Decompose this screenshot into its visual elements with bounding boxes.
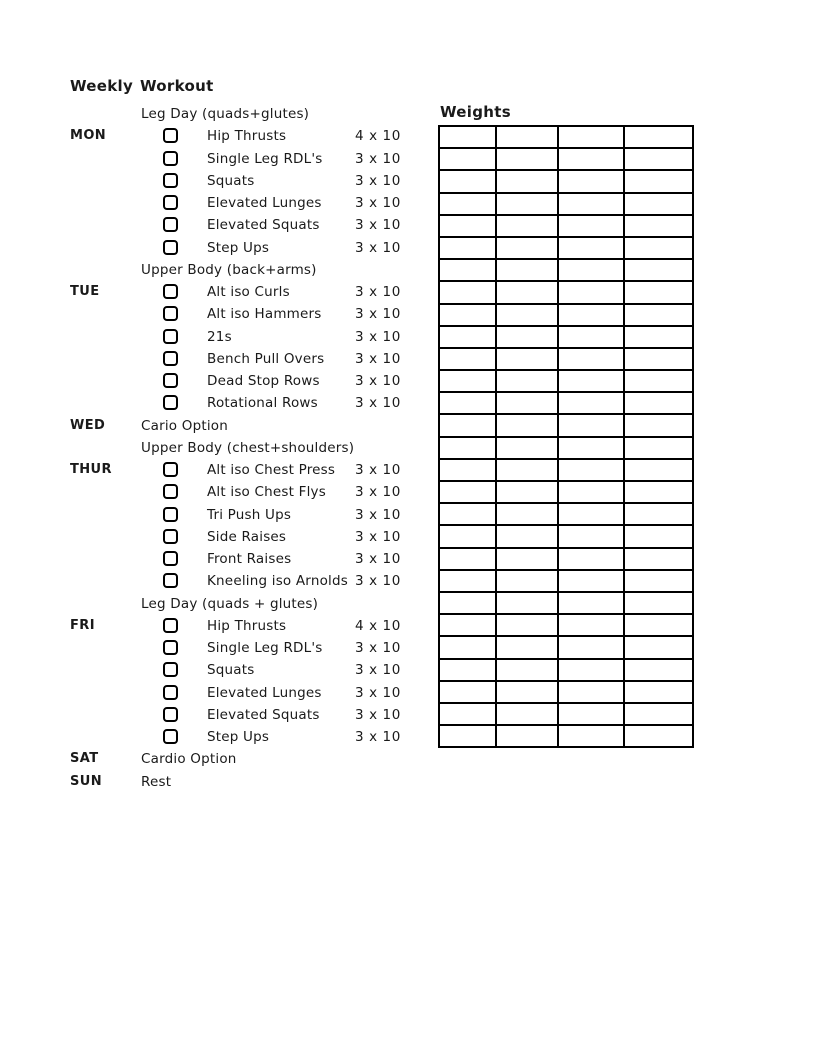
exercise-sets: 3 x 10	[355, 640, 401, 656]
weights-cell[interactable]	[558, 548, 624, 570]
weights-cell[interactable]	[558, 170, 624, 192]
weights-cell[interactable]	[496, 503, 558, 525]
weights-cell[interactable]	[558, 636, 624, 658]
day-note-row	[0, 748, 430, 770]
exercise-checkbox[interactable]	[163, 195, 178, 210]
weights-cell[interactable]	[496, 237, 558, 259]
weights-cell[interactable]	[558, 503, 624, 525]
page-title-word-workout: Workout	[140, 77, 214, 95]
exercise-row	[0, 125, 430, 147]
weights-row	[439, 703, 693, 725]
weights-row	[439, 570, 693, 592]
page-title	[0, 77, 400, 97]
weights-cell[interactable]	[496, 725, 558, 747]
exercise-row	[0, 682, 430, 704]
exercise-sets: 3 x 10	[355, 306, 401, 323]
page-title-word-weekly: Weekly	[70, 77, 134, 95]
exercise-checkbox[interactable]	[163, 551, 178, 566]
weights-cell[interactable]	[496, 259, 558, 281]
weights-cell[interactable]	[439, 414, 496, 436]
day-note-label: Cardio Option	[141, 751, 237, 768]
weights-cell[interactable]	[496, 170, 558, 192]
section-header-label: Leg Day (quads + glutes)	[141, 595, 319, 612]
exercise-row	[0, 170, 430, 192]
weights-row	[439, 636, 693, 658]
exercise-row	[0, 704, 430, 726]
weights-cell[interactable]	[439, 326, 496, 348]
exercise-row	[0, 303, 430, 325]
exercise-row	[0, 237, 430, 259]
weights-grid	[438, 125, 694, 748]
weights-row	[439, 348, 693, 370]
exercise-name: Hip Thrusts	[207, 617, 287, 634]
weights-cell[interactable]	[439, 636, 496, 658]
weights-cell[interactable]	[496, 570, 558, 592]
weights-cell[interactable]	[439, 281, 496, 303]
weights-row	[439, 237, 693, 259]
weights-cell[interactable]	[496, 703, 558, 725]
weights-cell[interactable]	[496, 548, 558, 570]
weights-cell[interactable]	[439, 259, 496, 281]
exercise-checkbox[interactable]	[163, 707, 178, 722]
weights-row	[439, 326, 693, 348]
weights-cell[interactable]	[558, 215, 624, 237]
workout-checklist	[0, 103, 430, 793]
exercise-checkbox[interactable]	[163, 640, 178, 655]
weights-cell[interactable]	[624, 193, 693, 215]
exercise-sets: 3 x 10	[355, 217, 401, 234]
weights-cell[interactable]	[558, 326, 624, 348]
exercise-checkbox[interactable]	[163, 240, 178, 255]
exercise-row	[0, 370, 430, 392]
exercise-checkbox[interactable]	[163, 284, 178, 299]
exercise-checkbox[interactable]	[163, 462, 178, 477]
weights-cell[interactable]	[496, 592, 558, 614]
day-label: FRI	[70, 617, 95, 633]
weights-cell[interactable]	[558, 592, 624, 614]
exercise-row	[0, 148, 430, 170]
exercise-row	[0, 348, 430, 370]
weights-cell[interactable]	[624, 459, 693, 481]
weights-cell[interactable]	[624, 326, 693, 348]
weights-cell[interactable]	[624, 126, 693, 148]
exercise-checkbox[interactable]	[163, 151, 178, 166]
exercise-checkbox[interactable]	[163, 128, 178, 143]
day-note-label: Rest	[141, 773, 172, 790]
exercise-row	[0, 504, 430, 526]
weights-cell[interactable]	[496, 392, 558, 414]
weights-row	[439, 592, 693, 614]
weights-cell[interactable]	[624, 725, 693, 747]
exercise-row	[0, 659, 430, 681]
weights-cell[interactable]	[624, 392, 693, 414]
weights-row	[439, 459, 693, 481]
weights-cell[interactable]	[624, 259, 693, 281]
weights-cell[interactable]	[558, 259, 624, 281]
weights-row	[439, 370, 693, 392]
weights-cell[interactable]	[496, 126, 558, 148]
exercise-row	[0, 214, 430, 236]
weights-row	[439, 437, 693, 459]
weights-cell[interactable]	[558, 525, 624, 547]
exercise-sets: 3 x 10	[355, 462, 401, 478]
day-note-row	[0, 415, 430, 437]
exercise-row	[0, 326, 430, 348]
exercise-name: Squats	[207, 662, 255, 679]
exercise-row	[0, 459, 430, 481]
exercise-name: Elevated Squats	[207, 217, 320, 234]
exercise-checkbox[interactable]	[163, 662, 178, 677]
weights-cell[interactable]	[439, 614, 496, 636]
exercise-row	[0, 526, 430, 548]
exercise-sets: 3 x 10	[355, 373, 401, 389]
weights-cell[interactable]	[439, 570, 496, 592]
weights-row	[439, 481, 693, 503]
weights-cell[interactable]	[558, 348, 624, 370]
weights-cell[interactable]	[496, 304, 558, 326]
exercise-sets: 3 x 10	[355, 662, 401, 679]
weights-cell[interactable]	[624, 304, 693, 326]
exercise-sets: 4 x 10	[355, 617, 401, 634]
exercise-checkbox[interactable]	[163, 217, 178, 232]
exercise-name: Step Ups	[207, 729, 270, 745]
weights-cell[interactable]	[624, 659, 693, 681]
weights-cell[interactable]	[439, 548, 496, 570]
exercise-sets: 3 x 10	[355, 239, 401, 256]
weights-cell[interactable]	[439, 126, 496, 148]
weights-cell[interactable]	[496, 459, 558, 481]
weights-row	[439, 126, 693, 148]
exercise-row	[0, 392, 430, 414]
weights-cell[interactable]	[439, 725, 496, 747]
weights-cell[interactable]	[558, 392, 624, 414]
day-note-label: Cario Option	[141, 417, 229, 434]
day-label: WED	[70, 417, 106, 433]
exercise-name: Tri Push Ups	[207, 506, 292, 523]
weights-cell[interactable]	[558, 459, 624, 481]
day-label: MON	[70, 128, 107, 144]
exercise-row	[0, 637, 430, 659]
exercise-checkbox[interactable]	[163, 529, 178, 544]
weights-cell[interactable]	[624, 437, 693, 459]
exercise-name: Front Raises	[207, 551, 292, 567]
exercise-name: 21s	[207, 328, 232, 345]
exercise-name: Elevated Squats	[207, 706, 320, 723]
exercise-row	[0, 570, 430, 592]
exercise-checkbox[interactable]	[163, 685, 178, 700]
day-label: TUE	[70, 284, 100, 299]
weights-cell[interactable]	[496, 614, 558, 636]
weights-row	[439, 659, 693, 681]
exercise-name: Alt iso Chest Flys	[207, 484, 326, 501]
weights-cell[interactable]	[558, 614, 624, 636]
weights-cell[interactable]	[624, 370, 693, 392]
exercise-checkbox[interactable]	[163, 173, 178, 188]
exercise-row	[0, 548, 430, 570]
section-header-label: Leg Day (quads+glutes)	[141, 106, 310, 122]
exercise-name: Step Ups	[207, 239, 270, 256]
exercise-name: Kneeling iso Arnolds	[207, 573, 348, 590]
weights-cell[interactable]	[624, 592, 693, 614]
exercise-row	[0, 481, 430, 503]
exercise-checkbox[interactable]	[163, 729, 178, 744]
weights-cell[interactable]	[439, 681, 496, 703]
weights-cell[interactable]	[624, 414, 693, 436]
weights-cell[interactable]	[439, 459, 496, 481]
day-label: SAT	[70, 751, 99, 767]
weights-row	[439, 614, 693, 636]
weights-cell[interactable]	[439, 659, 496, 681]
exercise-name: Alt iso Hammers	[207, 306, 322, 323]
exercise-checkbox[interactable]	[163, 351, 178, 366]
weights-row	[439, 215, 693, 237]
weights-cell[interactable]	[624, 215, 693, 237]
weights-cell[interactable]	[496, 636, 558, 658]
day-label: THUR	[70, 462, 112, 477]
weights-title: Weights	[440, 103, 511, 121]
section-header-row	[0, 103, 430, 125]
weights-cell[interactable]	[439, 437, 496, 459]
exercise-name: Single Leg RDL's	[207, 640, 323, 656]
weights-cell[interactable]	[624, 170, 693, 192]
exercise-name: Elevated Lunges	[207, 195, 322, 211]
exercise-row	[0, 615, 430, 637]
weights-row	[439, 304, 693, 326]
exercise-checkbox[interactable]	[163, 395, 178, 410]
weights-cell[interactable]	[558, 481, 624, 503]
weights-cell[interactable]	[439, 193, 496, 215]
weights-cell[interactable]	[496, 414, 558, 436]
section-header-label: Upper Body (back+arms)	[141, 261, 317, 278]
exercise-checkbox[interactable]	[163, 484, 178, 499]
weights-cell[interactable]	[624, 237, 693, 259]
weights-cell[interactable]	[558, 193, 624, 215]
exercise-sets: 3 x 10	[355, 706, 401, 723]
weights-cell[interactable]	[439, 348, 496, 370]
weights-cell[interactable]	[439, 370, 496, 392]
weights-row	[439, 259, 693, 281]
weights-cell[interactable]	[496, 370, 558, 392]
exercise-name: Alt iso Chest Press	[207, 462, 336, 478]
weights-row	[439, 525, 693, 547]
weights-cell[interactable]	[558, 659, 624, 681]
weights-cell[interactable]	[439, 237, 496, 259]
exercise-checkbox[interactable]	[163, 618, 178, 633]
weights-cell[interactable]	[496, 148, 558, 170]
exercise-row	[0, 281, 430, 303]
weights-row	[439, 281, 693, 303]
weights-cell[interactable]	[624, 503, 693, 525]
weights-cell[interactable]	[558, 148, 624, 170]
exercise-sets: 3 x 10	[355, 729, 401, 745]
weights-cell[interactable]	[624, 548, 693, 570]
weights-cell[interactable]	[558, 370, 624, 392]
exercise-name: Bench Pull Overs	[207, 350, 325, 367]
exercise-sets: 3 x 10	[355, 150, 401, 167]
weights-cell[interactable]	[624, 681, 693, 703]
weights-cell[interactable]	[558, 237, 624, 259]
exercise-name: Elevated Lunges	[207, 684, 322, 701]
weights-cell[interactable]	[558, 281, 624, 303]
weights-row	[439, 414, 693, 436]
exercise-name: Hip Thrusts	[207, 128, 287, 145]
weights-cell[interactable]	[439, 215, 496, 237]
exercise-sets: 3 x 10	[355, 328, 401, 345]
weights-cell[interactable]	[496, 348, 558, 370]
weights-cell[interactable]	[624, 636, 693, 658]
weights-cell[interactable]	[439, 148, 496, 170]
section-header-label: Upper Body (chest+shoulders)	[141, 439, 355, 456]
weights-cell[interactable]	[439, 592, 496, 614]
weights-row	[439, 148, 693, 170]
exercise-sets: 3 x 10	[355, 350, 401, 367]
weights-cell[interactable]	[496, 481, 558, 503]
weights-cell[interactable]	[496, 281, 558, 303]
weights-row	[439, 503, 693, 525]
section-header-row	[0, 437, 430, 459]
weights-cell[interactable]	[558, 414, 624, 436]
weights-row	[439, 681, 693, 703]
weights-cell[interactable]	[558, 304, 624, 326]
exercise-checkbox[interactable]	[163, 507, 178, 522]
weights-row	[439, 548, 693, 570]
exercise-sets: 3 x 10	[355, 528, 401, 545]
weights-cell[interactable]	[496, 659, 558, 681]
weights-cell[interactable]	[496, 326, 558, 348]
weights-cell[interactable]	[624, 481, 693, 503]
exercise-sets: 3 x 10	[355, 573, 401, 590]
weights-cell[interactable]	[558, 437, 624, 459]
exercise-name: Alt iso Curls	[207, 284, 290, 300]
weights-row	[439, 725, 693, 747]
exercise-checkbox[interactable]	[163, 373, 178, 388]
exercise-name: Squats	[207, 172, 255, 189]
exercise-sets: 3 x 10	[355, 395, 401, 412]
exercise-sets: 3 x 10	[355, 551, 401, 567]
weights-cell[interactable]	[624, 148, 693, 170]
exercise-sets: 4 x 10	[355, 128, 401, 145]
weights-cell[interactable]	[624, 703, 693, 725]
exercise-sets: 3 x 10	[355, 684, 401, 701]
exercise-name: Rotational Rows	[207, 395, 318, 412]
weights-cell[interactable]	[439, 170, 496, 192]
weights-cell[interactable]	[439, 392, 496, 414]
weights-cell[interactable]	[496, 525, 558, 547]
day-label: SUN	[70, 773, 102, 789]
weights-cell[interactable]	[439, 481, 496, 503]
weights-cell[interactable]	[496, 437, 558, 459]
weights-cell[interactable]	[496, 681, 558, 703]
weights-cell[interactable]	[558, 725, 624, 747]
exercise-sets: 3 x 10	[355, 484, 401, 501]
exercise-row	[0, 192, 430, 214]
exercise-checkbox[interactable]	[163, 573, 178, 588]
weights-cell[interactable]	[558, 570, 624, 592]
weights-cell[interactable]	[558, 703, 624, 725]
weights-cell[interactable]	[439, 304, 496, 326]
weights-cell[interactable]	[624, 348, 693, 370]
weights-cell[interactable]	[496, 215, 558, 237]
weights-cell[interactable]	[624, 281, 693, 303]
exercise-name: Single Leg RDL's	[207, 150, 323, 167]
exercise-sets: 3 x 10	[355, 506, 401, 523]
weights-cell[interactable]	[558, 126, 624, 148]
day-note-row	[0, 771, 430, 793]
weights-cell[interactable]	[439, 503, 496, 525]
weights-cell[interactable]	[624, 570, 693, 592]
weights-row	[439, 392, 693, 414]
exercise-name: Dead Stop Rows	[207, 373, 320, 389]
weights-cell[interactable]	[439, 703, 496, 725]
weights-row	[439, 170, 693, 192]
weights-cell[interactable]	[624, 525, 693, 547]
section-header-row	[0, 259, 430, 281]
exercise-sets: 3 x 10	[355, 172, 401, 189]
exercise-sets: 3 x 10	[355, 195, 401, 211]
exercise-checkbox[interactable]	[163, 329, 178, 344]
weights-cell[interactable]	[496, 193, 558, 215]
section-header-row	[0, 593, 430, 615]
weights-cell[interactable]	[558, 681, 624, 703]
exercise-sets: 3 x 10	[355, 284, 401, 300]
weights-cell[interactable]	[624, 614, 693, 636]
exercise-checkbox[interactable]	[163, 306, 178, 321]
weights-row	[439, 193, 693, 215]
weights-cell[interactable]	[439, 525, 496, 547]
exercise-name: Side Raises	[207, 528, 287, 545]
exercise-row	[0, 726, 430, 748]
